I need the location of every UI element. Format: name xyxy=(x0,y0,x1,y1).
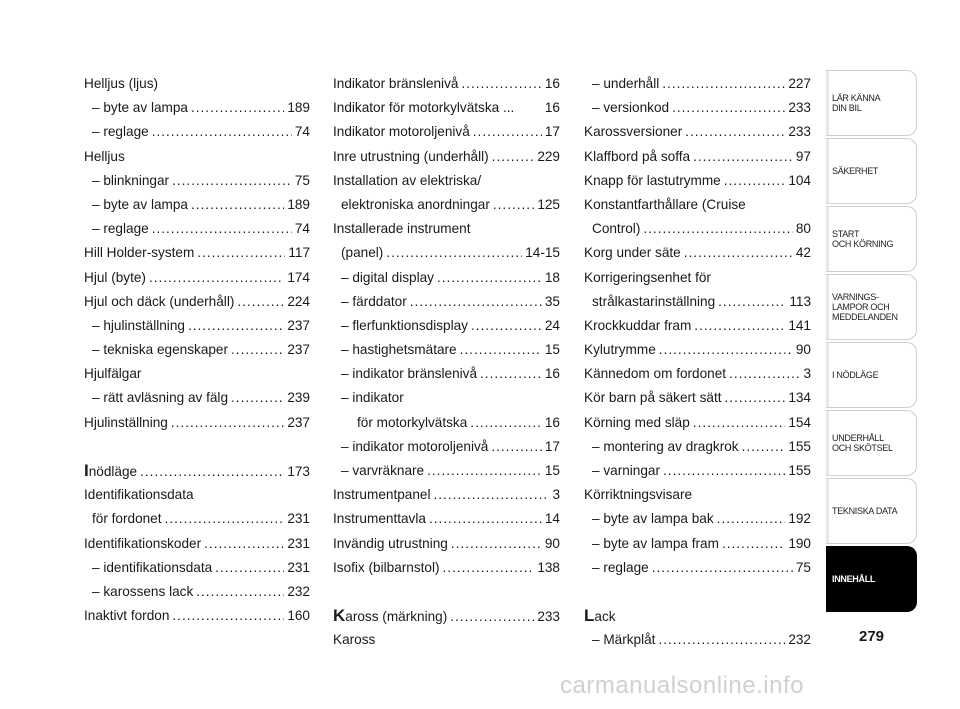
entry-page: 16 xyxy=(544,366,560,382)
entry-label: Inaktivt fordon xyxy=(84,608,170,624)
entry-page: 113 xyxy=(789,293,811,309)
section-tab[interactable] xyxy=(826,274,917,340)
dot-leader xyxy=(191,96,284,120)
index-entry xyxy=(333,459,560,483)
section-tab-label: TEKNISKA DATA xyxy=(832,506,898,516)
spacer xyxy=(333,580,560,604)
dot-leader xyxy=(742,435,786,459)
entry-label: Instrumentpanel xyxy=(333,487,431,503)
entry-label: elektroniska anordningar xyxy=(341,196,490,212)
entry-page: 138 xyxy=(537,559,560,575)
entry-page: 90 xyxy=(795,342,811,358)
entry-label: ack xyxy=(594,609,616,625)
entry-label: – reglage xyxy=(592,559,649,575)
dot-leader xyxy=(658,628,785,652)
index-entry xyxy=(84,532,310,556)
entry-label: – byte av lampa bak xyxy=(592,511,714,527)
entry-label: – byte av lampa fram xyxy=(592,535,719,551)
index-entry xyxy=(333,314,560,338)
page-number: 279 xyxy=(858,628,885,645)
index-entry xyxy=(333,556,560,580)
entry-label: Hjulinställning xyxy=(84,414,168,430)
entry-label: Installation av elektriska/ xyxy=(333,172,482,188)
entry-page: 173 xyxy=(287,464,310,479)
entry-label: Identifikationskoder xyxy=(84,535,202,551)
section-tabs xyxy=(826,70,917,614)
entry-page: 17 xyxy=(544,438,560,454)
entry-label: Hill Holder-system xyxy=(84,245,195,261)
index-entry xyxy=(333,507,560,531)
dot-leader xyxy=(237,290,284,314)
entry-label: – byte av lampa xyxy=(92,100,188,116)
section-tab-label: VARNINGS- LAMPOR OCH MEDDELANDEN xyxy=(832,292,898,322)
dot-leader xyxy=(717,507,786,531)
dot-leader xyxy=(437,266,542,290)
index-entry xyxy=(84,604,310,628)
index-entry xyxy=(84,314,310,338)
dot-leader xyxy=(693,411,786,435)
entry-page: 155 xyxy=(788,438,811,454)
entry-page: 189 xyxy=(287,100,310,116)
index-entry xyxy=(84,580,310,604)
index-entry xyxy=(584,72,811,96)
entry-page: 232 xyxy=(788,632,811,648)
dot-leader xyxy=(231,386,284,410)
entry-label: Invändig utrustning xyxy=(333,535,448,551)
dot-leader xyxy=(685,120,785,144)
section-tab-label: INNEHÅLL xyxy=(832,574,876,584)
index-entry xyxy=(84,338,310,362)
index-entry xyxy=(584,628,811,652)
section-tab-label: SÄKERHET xyxy=(832,166,879,176)
entry-page: 189 xyxy=(287,196,310,212)
dot-leader xyxy=(204,532,284,556)
entry-page: 17 xyxy=(544,124,560,140)
entry-page: 237 xyxy=(287,414,310,430)
entry-page: 239 xyxy=(287,390,310,406)
entry-page: 42 xyxy=(795,245,811,261)
index-entry xyxy=(333,266,560,290)
index-entry xyxy=(333,145,560,169)
index-entry xyxy=(84,241,310,265)
entry-page: 134 xyxy=(788,390,811,406)
entry-page: 192 xyxy=(788,511,811,527)
index-entry xyxy=(584,314,811,338)
entry-page: 233 xyxy=(537,609,560,625)
dot-leader xyxy=(694,314,785,338)
dot-leader xyxy=(684,241,793,265)
index-entry xyxy=(333,532,560,556)
entry-label: Knapp för lastutrymme xyxy=(584,172,721,188)
dot-leader xyxy=(460,338,542,362)
index-entry xyxy=(84,217,310,241)
index-entry xyxy=(84,120,310,144)
entry-label: Klaffbord på soffa xyxy=(584,148,691,164)
dot-leader xyxy=(410,290,542,314)
index-entry xyxy=(333,411,560,435)
dot-leader xyxy=(662,72,785,96)
index-entry xyxy=(584,411,811,435)
section-tab[interactable] xyxy=(826,206,917,272)
entry-page: 125 xyxy=(537,196,560,212)
entry-page: 141 xyxy=(788,317,811,333)
entry-label: – karossens lack xyxy=(92,583,194,599)
entry-label: – indikator motoroljenivå xyxy=(341,438,489,454)
entry-page: 3 xyxy=(552,487,560,503)
index-entry xyxy=(333,96,560,120)
entry-label: Identifikationsdata xyxy=(84,487,194,503)
dot-leader xyxy=(231,338,284,362)
entry-label: nödläge xyxy=(88,464,138,479)
dot-leader xyxy=(725,386,786,410)
section-tab[interactable] xyxy=(826,546,917,612)
index-entry xyxy=(584,266,811,290)
entry-label: – hjulinställning xyxy=(92,317,185,333)
index-entry xyxy=(84,459,310,483)
section-tab[interactable] xyxy=(826,70,917,136)
entry-label: Installerade instrument xyxy=(333,221,471,237)
index-entry xyxy=(333,435,560,459)
index-entry xyxy=(333,120,560,144)
entry-label: – digital display xyxy=(341,269,434,285)
dot-leader xyxy=(718,290,786,314)
dot-leader xyxy=(152,120,292,144)
entry-label: Kännedom om fordonet xyxy=(584,366,727,382)
dot-leader xyxy=(191,193,284,217)
index-entry xyxy=(584,217,811,241)
entry-page: 231 xyxy=(287,535,310,551)
entry-label: – tekniska egenskaper xyxy=(92,342,229,358)
dot-leader xyxy=(149,266,284,290)
dot-leader xyxy=(427,459,542,483)
entry-label: – underhåll xyxy=(592,76,660,91)
index-entry xyxy=(333,386,560,410)
entry-label: för motorkylvätska xyxy=(357,414,468,430)
dot-leader xyxy=(386,241,522,265)
entry-label: Hjul (byte) xyxy=(84,269,146,285)
entry-label: Hjul och däck (underhåll) xyxy=(84,293,235,309)
index-entry xyxy=(333,193,560,217)
dot-leader xyxy=(433,483,549,507)
index-entry xyxy=(584,338,811,362)
entry-label: Helljus (ljus) xyxy=(84,76,159,91)
index-column-2 xyxy=(333,72,560,653)
index-entry xyxy=(584,120,811,144)
index-entry xyxy=(333,72,560,96)
entry-page: 104 xyxy=(788,172,811,188)
section-tab-label: START OCH KÖRNING xyxy=(832,229,894,249)
entry-label: Hjulfälgar xyxy=(84,366,142,382)
entry-page: 227 xyxy=(788,76,811,91)
entry-label: – versionkod xyxy=(592,100,670,116)
dot-leader xyxy=(172,169,292,193)
dot-leader xyxy=(215,556,284,580)
entry-label: Konstantfarthållare (Cruise xyxy=(584,196,746,212)
index-entry xyxy=(84,266,310,290)
dot-leader xyxy=(729,362,800,386)
entry-label: – Märkplåt xyxy=(592,632,656,648)
dot-leader xyxy=(429,507,542,531)
entry-page: 154 xyxy=(788,414,811,430)
index-entry xyxy=(584,604,811,628)
dot-leader xyxy=(659,338,793,362)
entry-page: 14 xyxy=(544,511,560,527)
index-entry xyxy=(584,169,811,193)
index-entry xyxy=(584,193,811,217)
entry-page: 229 xyxy=(537,148,560,164)
dot-leader xyxy=(693,145,793,169)
entry-page: 3 xyxy=(803,366,811,382)
index-entry xyxy=(84,411,310,435)
index-column-3 xyxy=(584,72,811,653)
section-tab-label: I NÖDLÄGE xyxy=(832,370,879,380)
entry-page: 232 xyxy=(287,583,310,599)
entry-label: Helljus xyxy=(84,148,125,164)
entry-label: Korrigeringsenhet för xyxy=(584,269,711,285)
section-tab-label: UNDERHÅLL OCH SKÖTSEL xyxy=(832,433,893,453)
entry-label: Indikator motoroljenivå xyxy=(333,124,470,140)
entry-label: – varvräknare xyxy=(341,463,425,478)
index-entry xyxy=(84,386,310,410)
dot-leader xyxy=(672,96,785,120)
dot-leader xyxy=(152,217,292,241)
entry-page: 97 xyxy=(795,148,811,164)
entry-page: 16 xyxy=(544,76,560,91)
index-entry xyxy=(333,362,560,386)
entry-label: – identifikationsdata xyxy=(92,559,213,575)
entry-page: 90 xyxy=(544,535,560,551)
index-entry xyxy=(84,507,310,531)
index-entry xyxy=(584,362,811,386)
dot-leader xyxy=(443,556,535,580)
section-letter: L xyxy=(584,606,595,626)
entry-label: Indikator för motorkylvätska ... xyxy=(333,100,515,116)
entry-label: Körning med släp xyxy=(584,414,690,430)
index-entry xyxy=(84,72,310,96)
index-entry xyxy=(333,169,560,193)
dot-leader xyxy=(471,314,542,338)
dot-leader xyxy=(724,169,786,193)
index-entry xyxy=(584,507,811,531)
index-entry xyxy=(84,483,310,507)
index-entry xyxy=(333,628,560,652)
index-entry xyxy=(333,338,560,362)
section-letter: I xyxy=(84,461,89,480)
entry-label: Kaross xyxy=(333,632,376,648)
dot-leader xyxy=(450,605,534,629)
index-entry xyxy=(333,483,560,507)
entry-label: – montering av dragkrok xyxy=(592,438,739,454)
dot-leader xyxy=(643,217,793,241)
section-tab[interactable] xyxy=(826,342,917,408)
index-entry xyxy=(84,556,310,580)
entry-label: Körriktningsvisare xyxy=(584,487,693,503)
entry-page: 15 xyxy=(544,463,560,478)
entry-label: – hastighetsmätare xyxy=(341,342,457,358)
entry-page: 35 xyxy=(544,293,560,309)
dot-leader xyxy=(188,314,284,338)
entry-label: strålkastarinställning xyxy=(592,293,716,309)
dot-leader xyxy=(492,145,535,169)
entry-label: (panel) xyxy=(341,245,384,261)
watermark: carmanualsonline.info xyxy=(560,672,804,699)
section-tab[interactable] xyxy=(826,478,917,544)
dot-leader xyxy=(663,459,785,483)
index-entry xyxy=(84,290,310,314)
entry-page: 237 xyxy=(287,342,310,358)
index-entry xyxy=(333,604,560,628)
index-entry xyxy=(333,290,560,314)
entry-label: – rätt avläsning av fälg xyxy=(92,390,229,406)
entry-page: 75 xyxy=(795,559,811,575)
entry-page: 174 xyxy=(287,269,310,285)
index-entry xyxy=(84,193,310,217)
index-entry xyxy=(84,169,310,193)
dot-leader xyxy=(196,580,284,604)
entry-label: Indikator bränslenivå xyxy=(333,76,459,91)
entry-label: – reglage xyxy=(92,221,149,237)
section-tab-label: LÄR KÄNNA DIN BIL xyxy=(832,93,881,113)
index-entry xyxy=(584,290,811,314)
section-tab[interactable] xyxy=(826,138,917,204)
index-column-1 xyxy=(84,72,310,628)
entry-label: – blinkningar xyxy=(92,172,170,188)
entry-label: – indikator xyxy=(341,390,404,406)
entry-label: Inre utrustning (underhåll) xyxy=(333,148,489,164)
entry-page: 24 xyxy=(544,317,560,333)
entry-page: 231 xyxy=(287,511,310,527)
dot-leader xyxy=(165,507,285,531)
entry-label: Instrumenttavla xyxy=(333,511,426,527)
entry-page: 233 xyxy=(788,100,811,116)
section-tab[interactable] xyxy=(826,410,917,476)
entry-page: 155 xyxy=(788,463,811,478)
entry-label: – färddator xyxy=(341,293,407,309)
entry-page: 233 xyxy=(788,124,811,140)
entry-page: 117 xyxy=(288,245,310,261)
entry-label: – flerfunktionsdisplay xyxy=(341,317,468,333)
entry-page: 16 xyxy=(544,414,560,430)
entry-label: Krockkuddar fram xyxy=(584,317,692,333)
index-entry xyxy=(333,217,560,241)
entry-page: 224 xyxy=(287,293,310,309)
dot-leader xyxy=(493,193,534,217)
entry-page: 15 xyxy=(544,342,560,358)
entry-page: 18 xyxy=(544,269,560,285)
index-entry xyxy=(584,556,811,580)
entry-label: Isofix (bilbarnstol) xyxy=(333,559,440,575)
dot-leader xyxy=(171,411,284,435)
entry-page: 74 xyxy=(294,221,310,237)
entry-page: 74 xyxy=(294,124,310,140)
index-entry xyxy=(84,362,310,386)
entry-page: 14-15 xyxy=(525,245,560,261)
dot-leader xyxy=(461,72,541,96)
entry-page: 160 xyxy=(287,608,310,624)
entry-label: – reglage xyxy=(92,124,149,140)
index-entry xyxy=(584,241,811,265)
index-entry xyxy=(584,459,811,483)
entry-label: – byte av lampa xyxy=(92,196,188,212)
dot-leader xyxy=(197,241,285,265)
dot-leader xyxy=(480,362,542,386)
entry-page: 190 xyxy=(788,535,811,551)
section-letter: K xyxy=(333,606,346,626)
index-entry xyxy=(584,483,811,507)
entry-page: 16 xyxy=(544,100,560,116)
entry-label: – varningar xyxy=(592,463,661,478)
dot-leader xyxy=(140,460,284,484)
dot-leader xyxy=(722,532,785,556)
dot-leader xyxy=(473,120,542,144)
index-entry xyxy=(584,145,811,169)
entry-label: Control) xyxy=(592,221,641,237)
dot-leader xyxy=(172,604,284,628)
dot-leader xyxy=(451,532,542,556)
index-entry xyxy=(584,96,811,120)
entry-page: 237 xyxy=(287,317,310,333)
entry-label: Karossversioner xyxy=(584,124,683,140)
index-entry xyxy=(84,145,310,169)
entry-page: 231 xyxy=(287,559,310,575)
entry-label: Korg under säte xyxy=(584,245,681,261)
index-entry xyxy=(584,532,811,556)
entry-label: för fordonet xyxy=(92,511,162,527)
dot-leader xyxy=(652,556,793,580)
dot-leader xyxy=(491,435,542,459)
entry-label: – indikator bränslenivå xyxy=(341,366,478,382)
entry-label: Kör barn på säkert sätt xyxy=(584,390,722,406)
entry-page: 80 xyxy=(795,221,811,237)
index-entry xyxy=(584,435,811,459)
entry-label: Kylutrymme xyxy=(584,342,656,358)
spacer xyxy=(84,435,310,459)
entry-page: 75 xyxy=(294,172,310,188)
entry-label: aross (märkning) xyxy=(345,609,448,625)
spacer xyxy=(584,580,811,604)
index-entry xyxy=(584,386,811,410)
index-entry xyxy=(84,96,310,120)
dot-leader xyxy=(470,411,542,435)
index-entry xyxy=(333,241,560,265)
